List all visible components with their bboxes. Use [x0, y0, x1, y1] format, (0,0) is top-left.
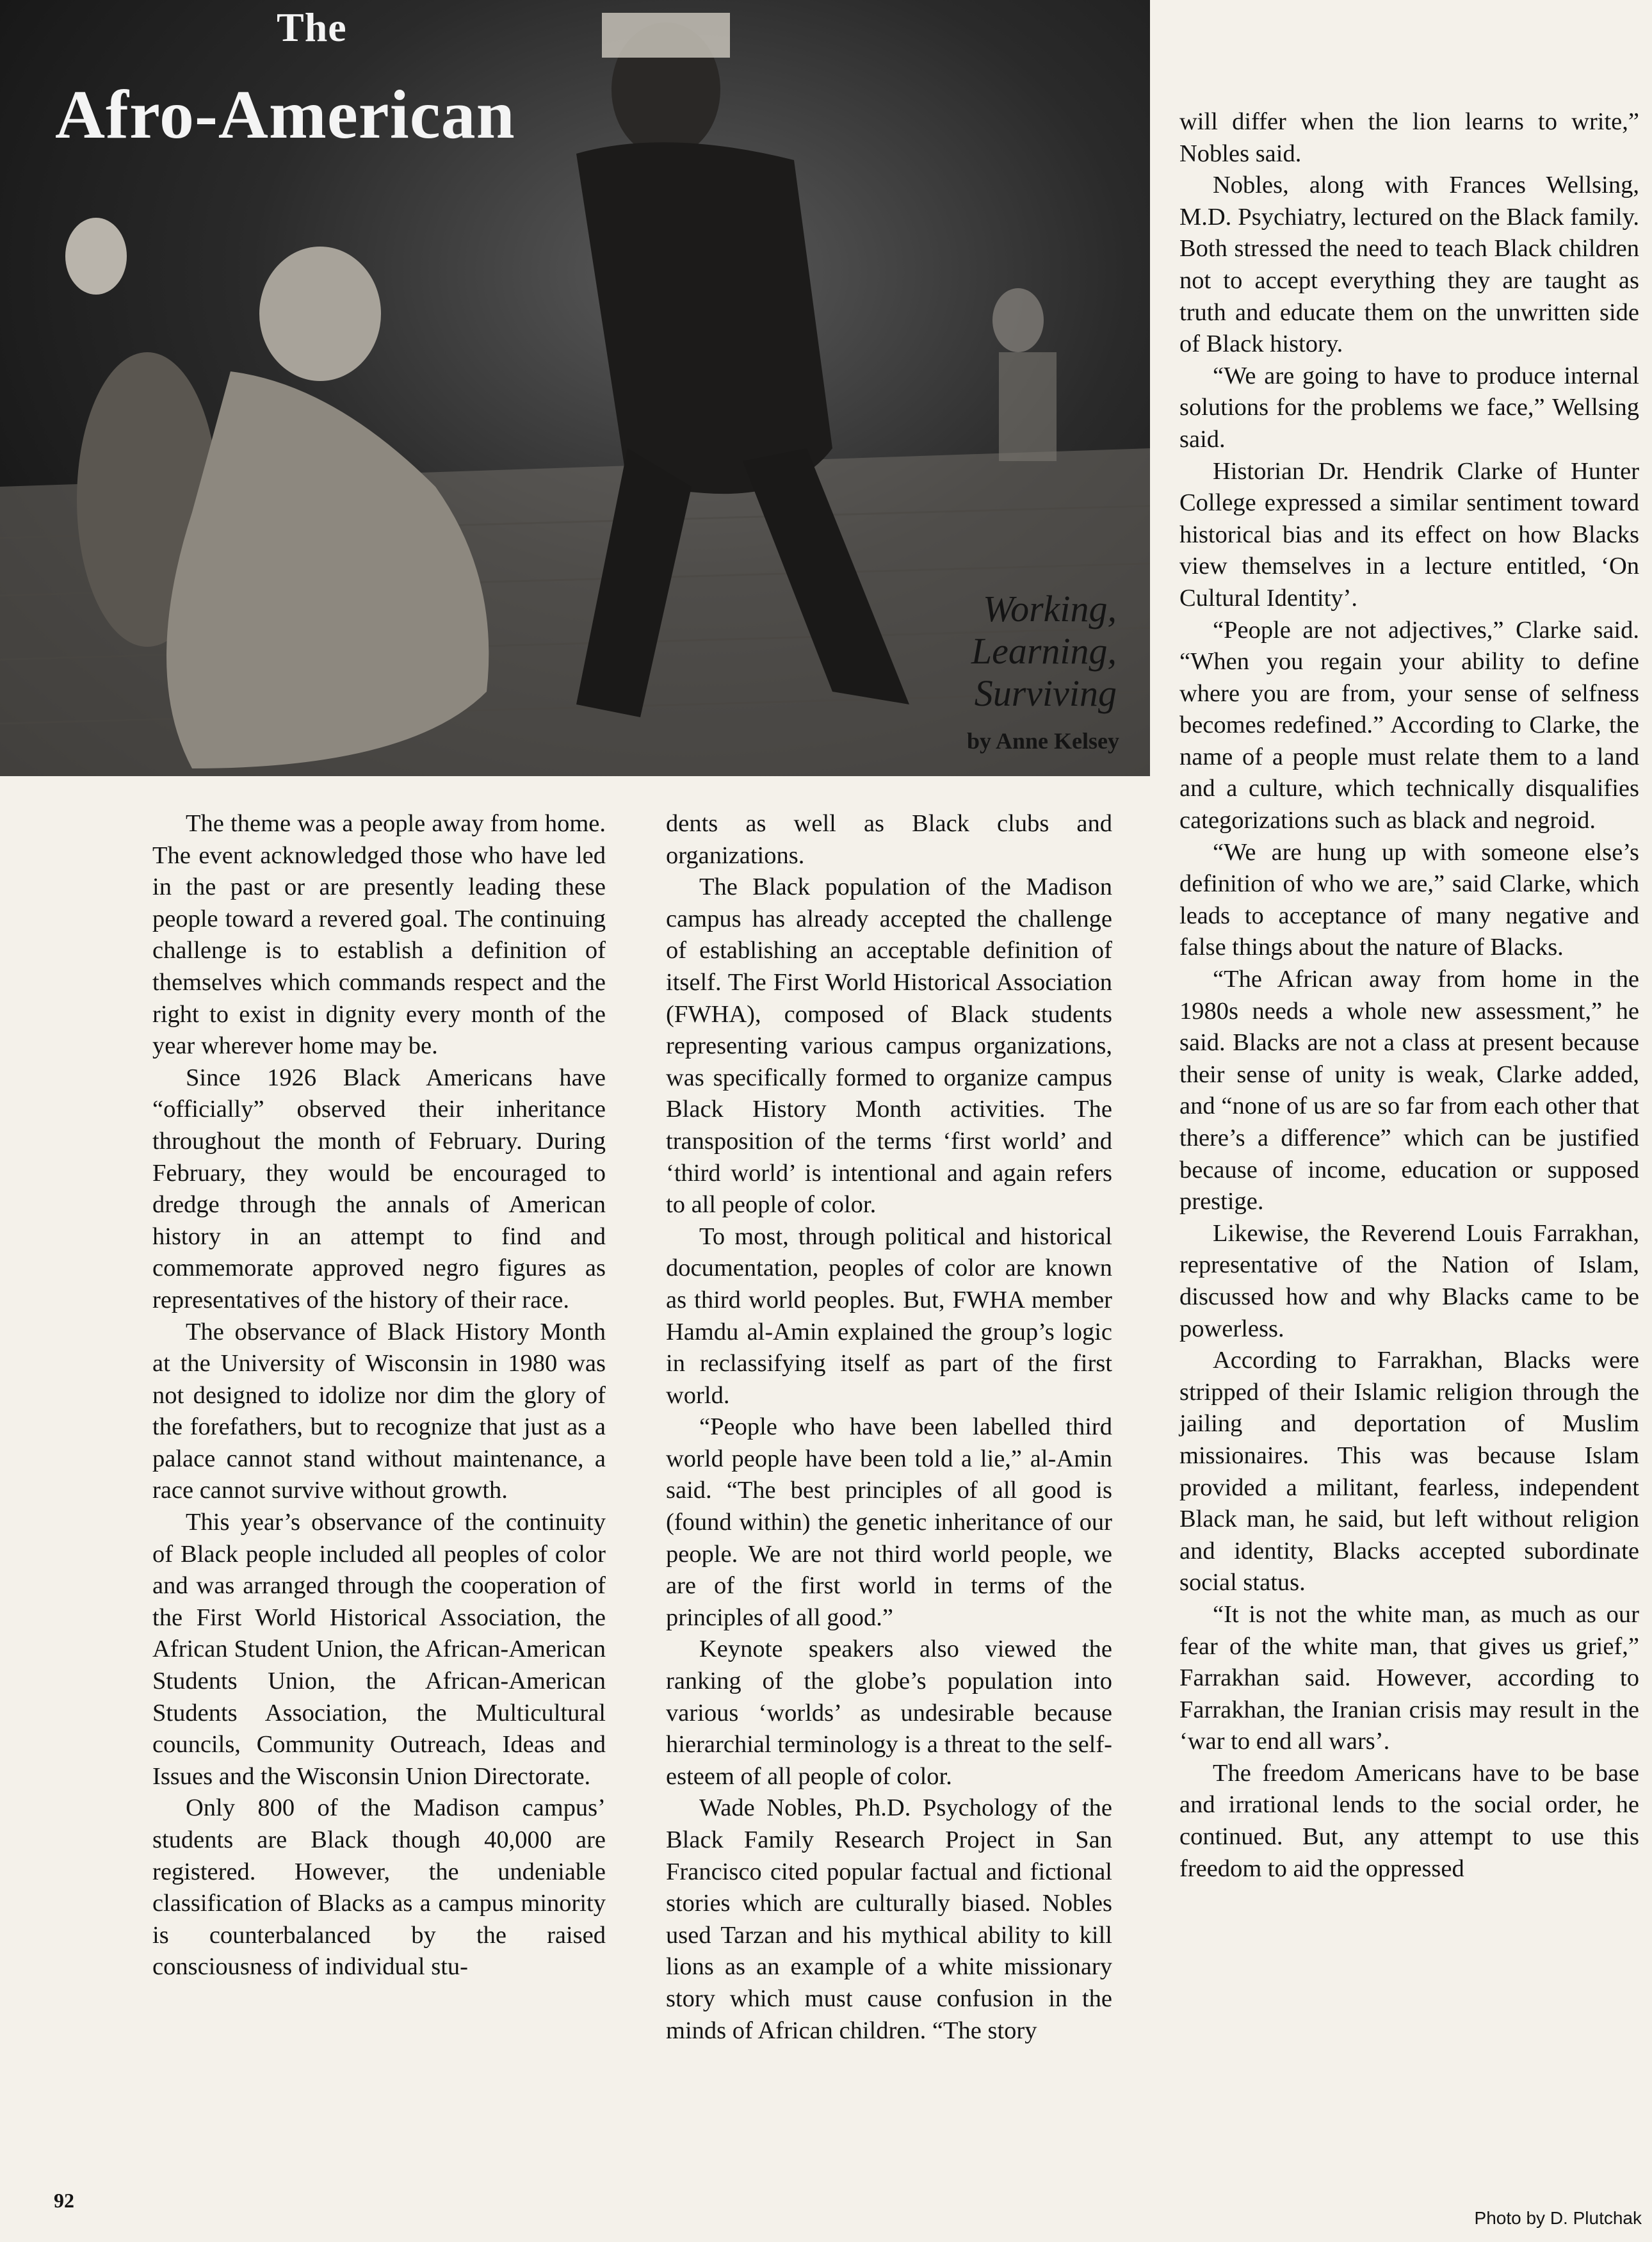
paragraph: “It is not the white man, as much as our fear of the white man, that gives us grief,” Farrakhan said. However, according to Farrakhan, the Iranian crisis may result in the ‘war to end all wars’. — [1179, 1600, 1639, 1755]
paragraph: dents as well as Black clubs and organizations. — [666, 810, 1112, 869]
paragraph: “People who have been labelled third world people have been told a lie,” al-Amin said. “The best principles of all good is (found within) the genetic inheritance of our people. We are not third world people, we are of the first world in terms of the principles of all good.” — [666, 1413, 1112, 1631]
subtitle-line: Working, — [983, 588, 1117, 630]
title-the: The — [277, 4, 347, 50]
subtitle-line: Learning, — [971, 630, 1117, 672]
page-number: 92 — [54, 2189, 74, 2212]
paragraph: According to Farrakhan, Blacks were stripped of their Islamic religion through the jailing and deportation of Muslim missionaires. This was because Islam provided a militant, fearless, independent Black man, he said, but left without religion and identity, Blacks accepted subordinate social status. — [1179, 1347, 1639, 1596]
photo-credit: Photo by D. Plutchak — [1474, 2208, 1642, 2228]
paragraph: The theme was a people away from home. The event acknowledged those who have led in the past or are presently leading these people toward a revered goal. The continuing challenge is to establish a definition of themselves which commands respect and the right to exist in dignity every month of the year wherever home may be. — [152, 810, 606, 1060]
paragraph: This year’s observance of the continuity of Black people included all peoples of color and was arranged through the cooperation of the First World Historical Association, the African Student Union, the African-American Students Union, the African-American Students Association, the Multicultural councils, Community Outreach, Ideas and Issues and the Wisconsin Union Directorate. — [152, 1509, 606, 1790]
paragraph: The Black population of the Madison campus has already accepted the challenge of establishing an acceptable definition of itself. The First World Historical Association (FWHA), composed of Black students representing various campus organizations, was specifically formed to organize campus Black History Month activities. The transposition of the terms ‘first world’ and ‘third world’ is intentional and again refers to all people of color. — [666, 873, 1112, 1219]
paragraph: Only 800 of the Madison campus’ students are Black though 40,000 are registered. However, the undeniable classification of Blacks as a campus minority is counterbalanced by the raised consciousness of individual stu- — [152, 1794, 606, 1981]
paragraph: “We are hung up with someone else’s definition of who we are,” said Clarke, which leads to acceptance of many negative and false things about the nature of Blacks. — [1179, 838, 1639, 961]
paragraph: The observance of Black History Month at the University of Wisconsin in 1980 was not designed to idolize nor dim the glory of the forefathers, but to recognize that just as a palace cannot stand without maintenance, a race cannot survive without growth. — [152, 1318, 606, 1504]
byline: by Anne Kelsey — [966, 728, 1119, 754]
paragraph: To most, through political and historical documentation, peoples of color are known as third world peoples. But, FWHA member Hamdu al-Amin explained the group’s logic in reclassifying itself as part of the first world. — [666, 1223, 1112, 1409]
paragraph: Keynote speakers also viewed the ranking of the globe’s population into various ‘worlds’ as undesirable because hierarchial terminology is a threat to the self-esteem of all people of color. — [666, 1636, 1112, 1790]
article-subtitle — [971, 588, 1117, 715]
paragraph: Likewise, the Reverend Louis Farrakhan, representative of the Nation of Islam, discussed how and why Blacks came to be powerless. — [1179, 1219, 1639, 1342]
paragraph: Wade Nobles, Ph.D. Psychology of the Black Family Research Project in San Francisco cited popular factual and fictional stories which are culturally biased. Nobles used Tarzan and his mythical ability to kill lions as an example of a white missionary story which must cause confusion in the minds of African children. “The story — [666, 1794, 1112, 2044]
paragraph: “We are going to have to produce internal solutions for the problems we face,” Wellsing said. — [1179, 362, 1639, 453]
article-title: Afro-American — [55, 77, 515, 153]
paragraph: Since 1926 Black Americans have “officially” observed their inheritance throughout the month of February. During February, they would be encouraged to dredge through the annals of American history in an attempt to find and commemorate approved negro figures as representatives of the history of their race. — [152, 1064, 606, 1313]
paragraph: The freedom Americans have to be base and irrational lends to the social order, he continued. But, any attempt to use this freedom to aid the oppressed — [1179, 1759, 1639, 1882]
article-column-3 — [1179, 106, 1639, 1885]
article-column-2 — [666, 808, 1112, 2047]
paragraph: Nobles, along with Frances Wellsing, M.D. Psychiatry, lectured on the Black family. Both stressed the need to teach Black children not to accept everything they are taught as truth and educate them on the unwritten side of Black history. — [1179, 172, 1639, 358]
paragraph: Historian Dr. Hendrik Clarke of Hunter College expressed a similar sentiment toward historical bias and its effect on how Blacks view themselves in a lecture entitled, ‘On Cultural Identity’. — [1179, 457, 1639, 612]
subtitle-line: Surviving — [974, 672, 1117, 714]
paragraph: will differ when the lion learns to write,” Nobles said. — [1179, 108, 1639, 167]
paragraph: “The African away from home in the 1980s needs a whole new assessment,” he said. Blacks are not a class at present because their sense of unity is weak, Clarke added, and “none of us are so far from each other that there’s a difference” which can be justified because of income, education or supposed prestige. — [1179, 966, 1639, 1215]
paragraph: “People are not adjectives,” Clarke said. “When you regain your ability to define where you are from, your sense of selfness becomes redefined.” According to Clarke, the name of a people must relate them to a land and a culture, which technically disqualifies categorizations such as black and negroid. — [1179, 616, 1639, 834]
article-column-1 — [152, 808, 606, 1983]
header-photo — [0, 0, 1150, 776]
